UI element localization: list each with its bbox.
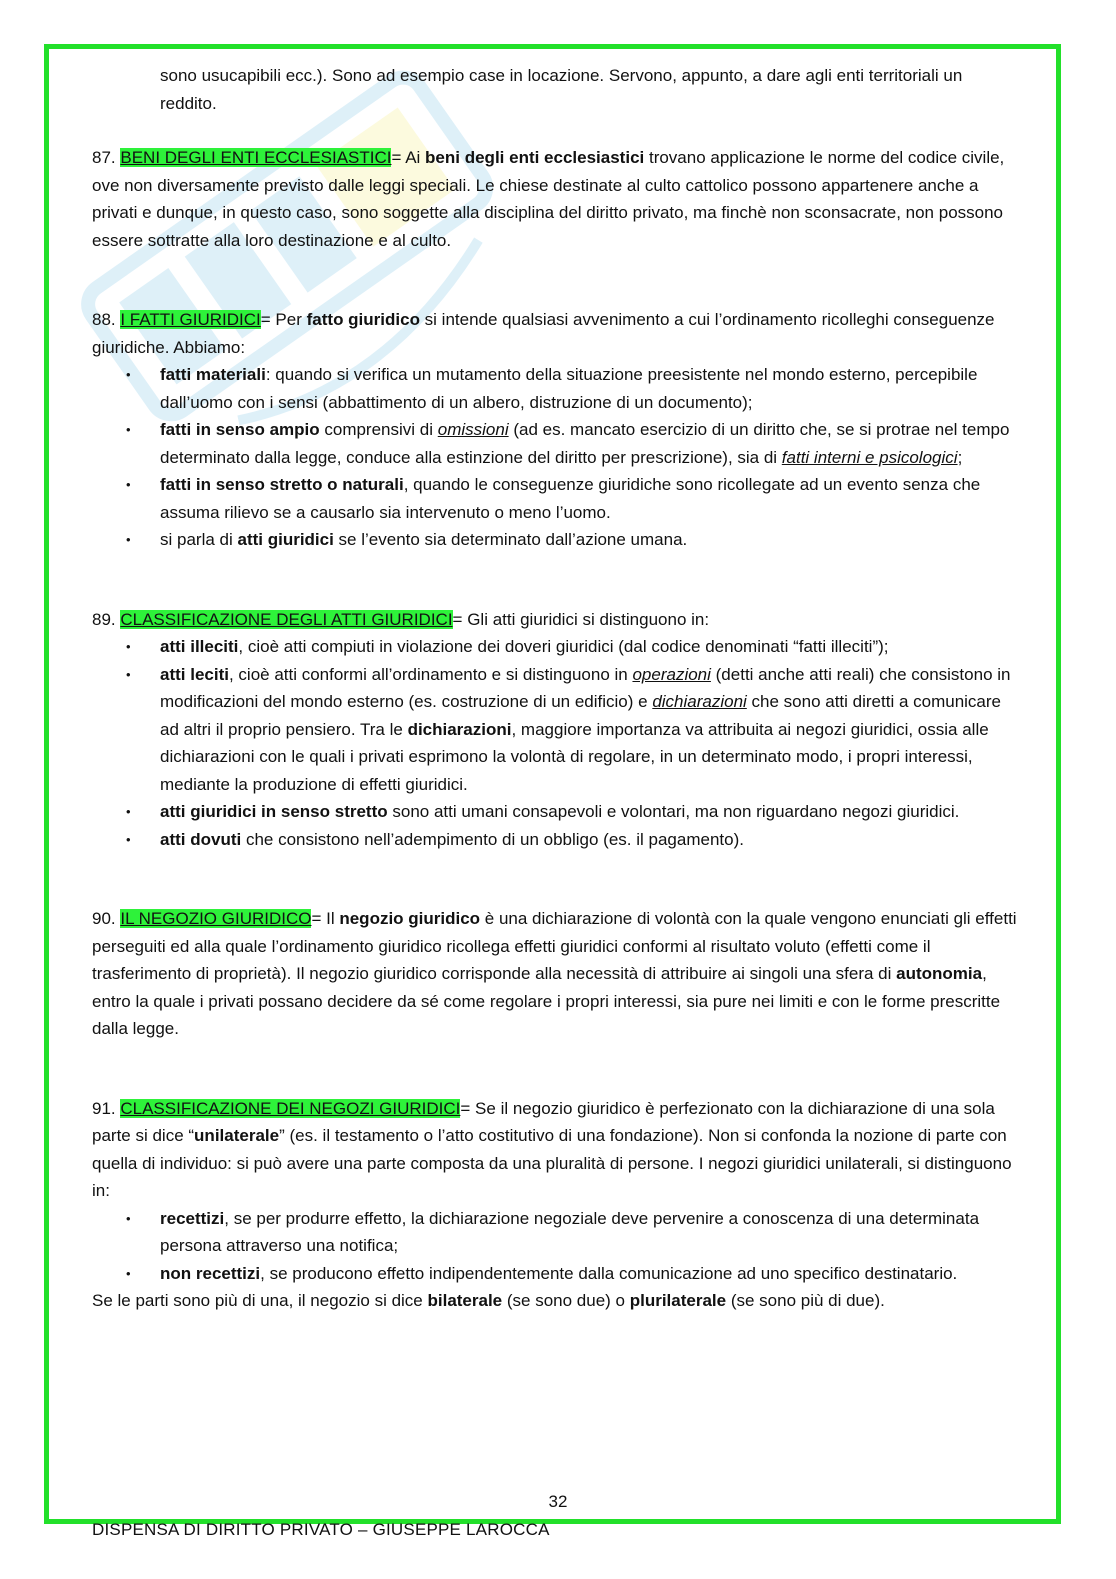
list-item: • non recettizi, se producono effetto indipendentemente dalla comunicazione ad uno specifico destinatario. <box>92 1260 1022 1288</box>
section-91-conclusion: Se le parti sono più di una, il negozio si dice bilaterale (se sono due) o plurilaterale (se sono più di due). <box>92 1291 885 1310</box>
bullet-icon: • <box>126 1265 131 1281</box>
section-90-title: IL NEGOZIO GIURIDICO <box>120 909 312 928</box>
section-88-title: I FATTI GIURIDICI <box>120 310 261 329</box>
section-89: 89. CLASSIFICAZIONE DEGLI ATTI GIURIDICI= Gli atti giuridici si distinguono in: <box>92 609 710 629</box>
bullet-icon: • <box>126 1210 131 1226</box>
section-87-title: BENI DEGLI ENTI ECCLESIASTICI <box>120 148 392 167</box>
list-item: • recettizi, se per produrre effetto, la dichiarazione negoziale deve pervenire a conoscenza di una determinata persona attraverso una notifica; <box>92 1205 1022 1260</box>
bullet-icon: • <box>126 666 131 682</box>
bullet-icon: • <box>126 532 131 547</box>
bullet-icon: • <box>126 477 131 492</box>
section-90: 90. IL NEGOZIO GIURIDICO= Il negozio giuridico è una dichiarazione di volontà con la quale vengono enunciati gli effetti perseguiti ed alla quale l’ordinamento giuridico ricollega effetti giuridici conformi al risultato voluto (effetti come il trasferimento di proprietà). Il negozio giuridico corrisponde alla necessità di attribuire ai singoli una sfera di autonomia, entro la quale i privati possano decidere da sé come regolare i propri interessi, sia pure nei limiti e con le forme prescritte dalla legge. <box>92 909 1017 1038</box>
intro-paragraph: sono usucapibili ecc.). Sono ad esempio case in locazione. Servono, appunto, a dare agli enti territoriali un reddito. <box>160 66 963 113</box>
bullet-icon: • <box>126 831 131 847</box>
list-item: • atti giuridici in senso stretto sono atti umani consapevoli e volontari, ma non riguardano negozi giuridici. <box>92 798 1022 826</box>
section-91-title: CLASSIFICAZIONE DEI NEGOZI GIURIDICI <box>120 1098 461 1118</box>
section-89-list <box>92 633 1022 853</box>
list-item: • fatti materiali: quando si verifica un mutamento della situazione preesistente nel mondo esterno, percepibile dall’uomo con i sensi (abbattimento di un albero, distruzione di un documento); <box>92 361 1022 416</box>
list-item: • atti dovuti che consistono nell’adempimento di un obbligo (es. il pagamento). <box>92 826 1022 854</box>
bullet-icon: • <box>126 639 131 654</box>
section-88-list <box>92 361 1022 554</box>
bullet-icon: • <box>126 367 131 382</box>
list-item: • atti leciti, cioè atti conformi all’ordinamento e si distinguono in operazioni (detti anche atti reali) che consistono in modificazioni del mondo esterno (es. costruzione di un edificio) e dichiarazioni che sono atti diretti a comunicare ad altri il proprio pensiero. Tra le dichiarazioni, maggiore importanza va attribuita ai negozi giuridici, ossia alle dichiarazioni con le quali i privati esprimono la volontà di regolare, in un determinato modo, i propri interessi, mediante la produzione di effetti giuridici. <box>92 661 1022 799</box>
section-88: 88. I FATTI GIURIDICI= Per fatto giuridico si intende qualsiasi avvenimento a cui l’ordinamento ricolleghi conseguenze giuridiche. Abbiamo: <box>92 310 995 357</box>
footer-text: DISPENSA DI DIRITTO PRIVATO – GIUSEPPE LAROCCA <box>92 1520 550 1539</box>
page-number: 32 <box>548 1492 568 1511</box>
section-91: 91. CLASSIFICAZIONE DEI NEGOZI GIURIDICI= Se il negozio giuridico è perfezionato con la dichiarazione di una sola parte si dice “unilaterale” (es. il testamento o l’atto costitutivo di una fondazione). Non si confonda la nozione di parte con quella di individuo: si può avere una parte composta da una pluralità di persone. I negozi giuridici unilaterali, si distinguono in: <box>92 1098 1012 1200</box>
bullet-icon: • <box>126 804 131 819</box>
section-89-title: CLASSIFICAZIONE DEGLI ATTI GIURIDICI <box>120 609 453 629</box>
list-item: • atti illeciti, cioè atti compiuti in violazione dei doveri giuridici (dal codice denominati “fatti illeciti”); <box>92 633 1022 661</box>
section-91-list <box>92 1205 1022 1288</box>
list-item: • si parla di atti giuridici se l’evento sia determinato dall’azione umana. <box>92 526 1022 554</box>
bullet-icon: • <box>126 422 131 437</box>
document-body <box>92 62 1022 1315</box>
list-item: • fatti in senso ampio comprensivi di omissioni (ad es. mancato esercizio di un diritto che, se si protrae nel tempo determinato dalla legge, conduce alla estinzione del diritto per prescrizione), sia di fatti interni e psicologici; <box>92 416 1022 471</box>
list-item: • fatti in senso stretto o naturali, quando le conseguenze giuridiche sono ricollegate ad un evento senza che assuma rilievo se a causarlo sia intervenuto o meno l’uomo. <box>92 471 1022 526</box>
section-87: 87. BENI DEGLI ENTI ECCLESIASTICI= Ai beni degli enti ecclesiastici trovano applicazione le norme del codice civile, ove non diversamente previsto dalle leggi speciali. Le chiese destinate al culto cattolico possono appartenere anche a privati e dunque, in questo caso, sono soggette alla disciplina del diritto privato, ma finchè non sconsacrate, non possono essere sottratte alla loro destinazione e al culto. <box>92 148 1005 250</box>
